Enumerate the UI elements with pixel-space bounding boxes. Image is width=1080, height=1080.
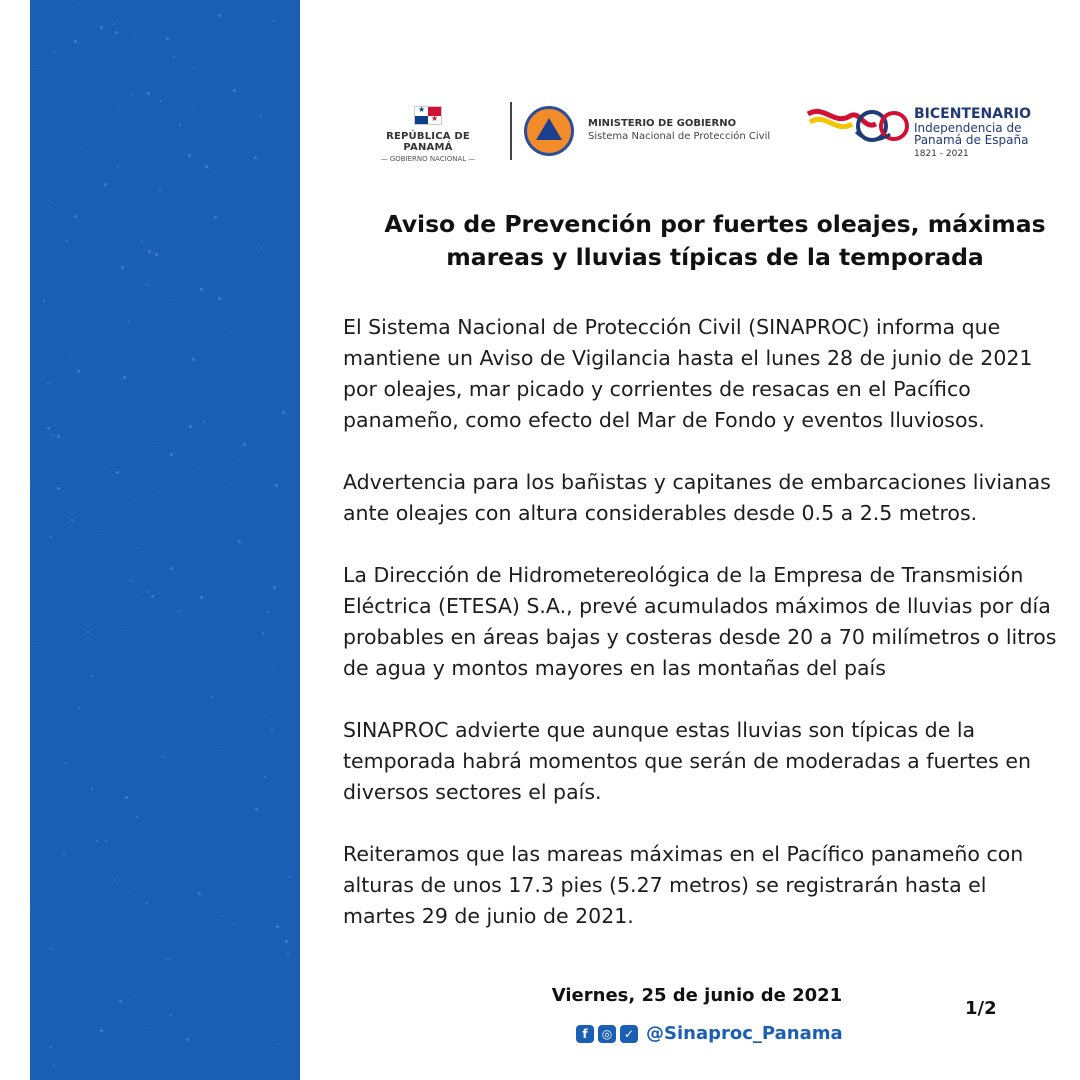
texture-speck	[128, 321, 130, 323]
texture-speck	[147, 591, 149, 593]
texture-speck	[30, 484, 31, 485]
texture-speck	[200, 288, 203, 291]
texture-speck	[87, 631, 89, 633]
texture-speck	[148, 250, 151, 253]
texture-speck	[178, 610, 180, 612]
texture-speck	[151, 595, 154, 598]
texture-speck	[260, 115, 262, 117]
texture-speck	[50, 948, 52, 950]
sistema-subtitle: Sistema Nacional de Protección Civil	[588, 131, 771, 142]
texture-speck	[205, 165, 208, 168]
texture-speck	[105, 840, 107, 842]
texture-speck	[119, 1000, 122, 1003]
texture-speck	[113, 23, 115, 25]
texture-speck	[211, 696, 213, 698]
texture-speck	[218, 297, 221, 300]
texture-speck	[98, 534, 99, 535]
texture-speck	[269, 712, 270, 713]
texture-speck	[100, 26, 103, 29]
texture-speck	[48, 200, 49, 201]
texture-speck	[193, 464, 194, 465]
texture-speck	[166, 37, 169, 40]
republica-name: REPÚBLICA DE PANAMÁ	[386, 131, 470, 153]
texture-speck	[243, 443, 246, 446]
texture-speck	[194, 106, 195, 107]
texture-speck	[192, 358, 195, 361]
texture-speck	[172, 300, 173, 301]
bicentenario-line1: Independencia de	[914, 121, 1022, 135]
paragraph-advertencia: Advertencia para los bañistas y capitanes de embarcaciones livianas ante oleajes con altura considerables desde 0.5 a 2.5 metros.	[343, 470, 1051, 525]
texture-speck	[37, 65, 38, 66]
texture-speck	[200, 596, 203, 599]
title-line-2: mareas y lluvias típicas de la temporada	[446, 243, 984, 271]
texture-speck	[52, 434, 54, 436]
texture-speck	[238, 540, 241, 543]
texture-speck	[198, 892, 201, 895]
texture-speck	[123, 87, 124, 88]
texture-speck	[96, 840, 98, 842]
texture-speck	[132, 93, 134, 95]
texture-speck	[170, 567, 173, 570]
texture-speck	[125, 796, 128, 799]
texture-speck	[203, 421, 205, 423]
texture-speck	[53, 51, 55, 53]
texture-speck	[91, 675, 93, 677]
social-handle: @Sinaproc_Panama	[646, 1023, 843, 1044]
texture-speck	[100, 1029, 103, 1032]
texture-speck	[57, 487, 60, 490]
texture-speck	[123, 345, 124, 346]
bicentenario-line2: Panamá de España	[914, 133, 1029, 147]
texture-speck	[117, 109, 118, 110]
texture-speck	[162, 756, 164, 758]
texture-speck	[130, 580, 132, 582]
page-title	[380, 208, 1050, 274]
texture-speck	[146, 902, 148, 904]
texture-speck	[227, 141, 228, 142]
texture-speck	[133, 888, 134, 889]
twitter-icon: ✓	[620, 1025, 638, 1043]
texture-speck	[69, 354, 70, 355]
texture-speck	[170, 453, 173, 456]
texture-speck	[214, 216, 217, 219]
texture-speck	[62, 350, 63, 351]
texture-speck	[273, 586, 276, 589]
social-handles	[576, 1023, 843, 1044]
texture-speck	[35, 577, 36, 578]
texture-speck	[159, 189, 161, 191]
texture-speck	[271, 729, 273, 731]
bicentenario-title: BICENTENARIO	[914, 106, 1031, 122]
publication-date: Viernes, 25 de junio de 2021	[551, 985, 843, 1006]
texture-speck	[141, 592, 142, 593]
texture-speck	[188, 154, 191, 157]
bicentenario-years: 1821 - 2021	[914, 149, 969, 159]
texture-speck	[53, 1065, 55, 1067]
texture-speck	[279, 1043, 280, 1044]
texture-speck	[73, 0, 74, 1]
texture-speck	[47, 427, 50, 430]
bicentenario-logo-text	[914, 106, 1031, 159]
texture-speck	[111, 465, 112, 466]
panama-flag-icon	[414, 106, 442, 125]
texture-speck	[262, 632, 264, 634]
gobierno-nacional: — GOBIERNO NACIONAL —	[380, 155, 476, 163]
texture-speck	[30, 905, 31, 906]
texture-speck	[91, 788, 93, 790]
texture-speck	[115, 31, 118, 34]
texture-speck	[193, 67, 194, 68]
texture-speck	[108, 850, 109, 851]
texture-speck	[136, 548, 137, 549]
texture-speck	[130, 992, 131, 993]
texture-speck	[159, 493, 160, 494]
texture-speck	[160, 100, 162, 102]
texture-speck	[104, 183, 107, 186]
texture-speck	[57, 435, 60, 438]
texture-speck	[189, 425, 192, 428]
texture-speck	[77, 370, 80, 373]
texture-speck	[231, 485, 232, 486]
texture-speck	[287, 953, 289, 955]
texture-speck	[78, 707, 80, 709]
texture-speck	[74, 215, 77, 218]
texture-speck	[37, 646, 38, 647]
texture-speck	[155, 253, 158, 256]
texture-speck	[226, 328, 227, 329]
republica-panama-logo	[360, 106, 496, 163]
texture-speck	[264, 776, 266, 778]
texture-speck	[146, 284, 148, 286]
texture-speck	[141, 241, 143, 243]
texture-speck	[267, 611, 269, 613]
texture-speck	[134, 738, 135, 739]
paragraph-sinaproc: SINAPROC advierte que aunque estas lluvias son típicas de la temporada habrá momentos que serán de moderadas a fuertes en diversos sectores el país.	[343, 718, 1031, 804]
texture-speck	[254, 156, 257, 159]
texture-speck	[121, 266, 124, 269]
texture-speck	[85, 144, 86, 145]
sinaproc-seal-icon	[524, 106, 574, 156]
blue-textured-strip	[30, 0, 300, 1080]
ministerio-logo-text	[588, 118, 770, 142]
texture-speck	[263, 634, 264, 635]
texture-speck	[94, 561, 95, 562]
texture-speck	[63, 853, 65, 855]
texture-speck	[233, 89, 236, 92]
notice-body	[343, 312, 1063, 963]
texture-speck	[123, 376, 126, 379]
texture-speck	[117, 165, 119, 167]
texture-speck	[273, 20, 275, 22]
texture-speck	[223, 915, 224, 916]
instagram-icon: ◎	[598, 1025, 616, 1043]
texture-speck	[47, 382, 49, 384]
texture-speck	[167, 958, 169, 960]
paragraph-vigilancia: El Sistema Nacional de Protección Civil (SINAPROC) informa que mantiene un Aviso de Vigilancia hasta el lunes 28 de junio de 2021 por oleajes, mar picado y corrientes de resacas en el Pacífico panameño, como efecto del Mar de Fondo y eventos lluviosos.	[343, 315, 1033, 432]
texture-speck	[50, 536, 52, 538]
paragraph-etesa: La Dirección de Hidrometereológica de la Empresa de Transmisión Eléctrica (ETESA) S.A., prevé acumulados máximos de lluvias por día probables en áreas bajas y costeras desde 20 a 70 milímetros o litros de agua y montos mayores en las montañas del país	[343, 563, 1057, 680]
texture-speck	[276, 256, 277, 257]
texture-speck	[276, 925, 279, 928]
texture-speck	[74, 40, 77, 43]
paragraph-mareas: Reiteramos que las mareas máximas en el Pacífico panameño con alturas de unos 17.3 pies (5.27 metros) se registrarán hasta el martes 29 de junio de 2021.	[343, 842, 1024, 928]
bicentenario-ribbon-icon	[806, 102, 910, 148]
texture-speck	[147, 544, 148, 545]
texture-speck	[113, 879, 115, 881]
ministerio-title: MINISTERIO DE GOBIERNO	[588, 118, 737, 129]
texture-speck	[125, 630, 126, 631]
logo-divider	[510, 102, 512, 160]
page-indicator: 1/2	[965, 998, 997, 1019]
texture-speck	[275, 484, 278, 487]
texture-speck	[289, 876, 291, 878]
facebook-icon: f	[576, 1025, 594, 1043]
texture-speck	[179, 124, 181, 126]
texture-speck	[285, 940, 288, 943]
texture-speck	[43, 300, 45, 302]
texture-speck	[128, 502, 129, 503]
texture-speck	[65, 762, 67, 764]
texture-speck	[261, 247, 263, 249]
texture-speck	[43, 378, 44, 379]
texture-speck	[233, 923, 234, 924]
texture-speck	[136, 816, 138, 818]
texture-speck	[133, 34, 134, 35]
header-logos	[360, 96, 1050, 168]
texture-speck	[148, 1028, 149, 1029]
texture-speck	[116, 384, 117, 385]
title-line-1: Aviso de Prevención por fuertes oleajes, máximas	[384, 210, 1046, 238]
decorative-side-band	[0, 0, 300, 1080]
texture-speck	[157, 446, 158, 447]
texture-speck	[274, 666, 275, 667]
texture-speck	[66, 240, 68, 242]
texture-speck	[173, 56, 175, 58]
texture-speck	[170, 1014, 172, 1016]
texture-speck	[147, 92, 150, 95]
texture-speck	[73, 521, 74, 522]
texture-speck	[282, 411, 285, 414]
texture-speck	[208, 169, 209, 170]
texture-speck	[218, 14, 221, 17]
texture-speck	[218, 750, 219, 751]
texture-speck	[116, 471, 119, 474]
texture-speck	[186, 1038, 189, 1041]
texture-speck	[50, 1046, 52, 1048]
texture-speck	[239, 461, 240, 462]
texture-speck	[255, 808, 258, 811]
texture-speck	[71, 519, 73, 521]
